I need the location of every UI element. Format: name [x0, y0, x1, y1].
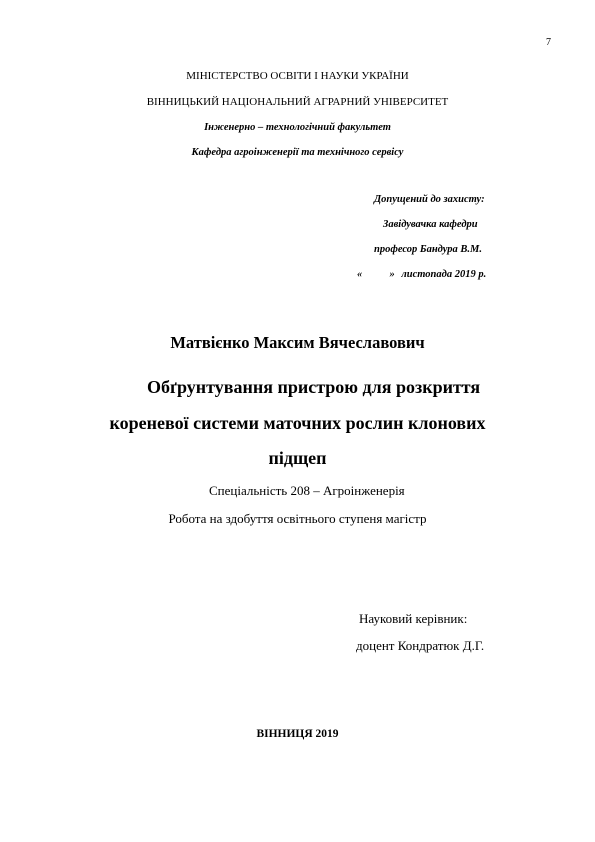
- specialty: Спеціальність 208 – Агроінженерія: [209, 483, 405, 498]
- thesis-title-line-3: підщеп: [268, 448, 327, 468]
- faculty-name: Інженерно – технологічний факультет: [204, 122, 391, 133]
- university-name: ВІННИЦЬКИЙ НАЦІОНАЛЬНИЙ АГРАРНИЙ УНІВЕРСИТЕТ: [146, 96, 449, 108]
- date-close-quote: »: [389, 269, 395, 280]
- supervisor-label: Науковий керівник:: [359, 611, 468, 626]
- thesis-title-line-2: кореневої системи маточних рослин клонових: [109, 413, 486, 433]
- date-open-quote: «: [357, 269, 363, 280]
- approval-admitted: Допущений до захисту:: [374, 194, 485, 205]
- department-name: Кафедра агроінженерії та технічного сервісу: [191, 147, 404, 158]
- page-number: 7: [546, 37, 551, 48]
- date-rest: листопада 2019 р.: [401, 269, 487, 280]
- approval-head-title: Завідувачка кафедри: [383, 219, 478, 230]
- approval-head-name: професор Бандура В.М.: [374, 244, 482, 255]
- degree: Робота на здобуття освітнього ступеня магістр: [168, 511, 427, 526]
- ministry-name: МІНІСТЕРСТВО ОСВІТИ І НАУКИ УКРАЇНИ: [186, 70, 409, 82]
- author-name: Матвієнко Максим Вячеславович: [170, 333, 425, 352]
- supervisor-name: доцент Кондратюк Д.Г.: [356, 638, 485, 653]
- city-year: ВІННИЦЯ 2019: [256, 728, 339, 740]
- approval-date: [357, 270, 486, 281]
- thesis-title-line-1: Обґрунтування пристрою для розкриття: [147, 377, 481, 397]
